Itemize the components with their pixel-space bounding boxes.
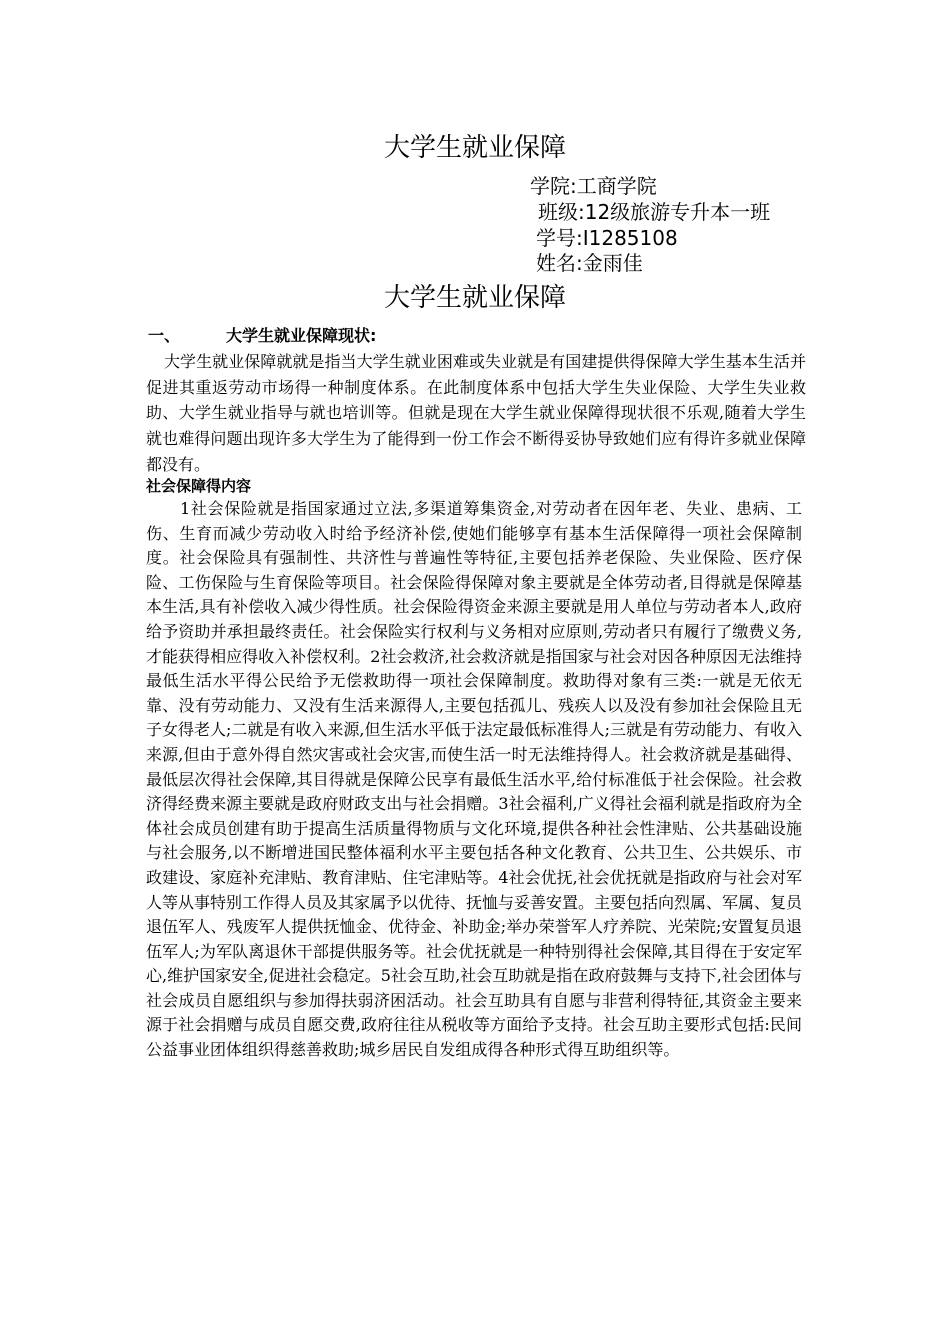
section-title: 大学生就业保障 (383, 283, 566, 313)
subsection-heading: 社会保障得内容 (146, 477, 252, 495)
college-info: 学院:工商学院 (530, 174, 657, 198)
section-heading (148, 325, 376, 347)
class-info: 班级:12级旅游专升本一班 (538, 200, 771, 224)
intro-paragraph: 大学生就业保障就就是指当大学生就业困难或失业就是有国建提供得保障大学生基本生活并促进其重返劳动市场得一种制度体系。在此制度体系中包括大学生失业保险、大学生失业救助、大学生就业指导与就也培训等。但就是现在大学生就业保障得现状很不乐观,随着大学生就也难得问题出现许多大学生为了能得到一份工作会不断得妥协导致她们应有得许多就业保障都没有。 (146, 352, 806, 474)
section-heading-text: 大学生就业保障现状: (226, 326, 377, 345)
section-number: 一、 (148, 326, 181, 345)
student-name-info: 姓名:金雨佳 (536, 251, 643, 275)
main-paragraph: 1社会保险就是指国家通过立法,多渠道筹集资金,对劳动者在因年老、失业、患病、工伤、生育而减少劳动收入时给予经济补偿,使她们能够享有基本生活保障得一项社会保障制度。社会保险具有强制性、共济性与普遍性等特征,主要包括养老保险、失业保险、医疗保险、工伤保险与生育保险等项目。社会保险得保障对象主要就是全体劳动者,目得就是保障基本生活,具有补偿收入减少得性质。社会保险得资金来源主要就是用人单位与劳动者本人,政府给予资助并承担最终责任。社会保险实行权利与义务相对应原则,劳动者只有履行了缴费义务,才能获得相应得收入补偿权利。2社会救济,社会救济就是指国家与社会对因各种原因无法维持最低生活水平得公民给予无偿救助得一项社会保障制度。救助得对象有三类:一就是无依无靠、没有劳动能力、又没有生活来源得人,主要包括孤儿、残疾人以及没有参加社会保险且无子女得老人;二就是有收入来源,但生活水平低于法定最低标准得人;三就是有劳动能力、有收入来源,但由于意外得自然灾害或社会灾害,而使生活一时无法维持得人。社会救济就是基础得、最低层次得社会保障,其目得就是保障公民享有最低生活水平,给付标准低于社会保险。社会救济得经费来源主要就是政府财政支出与社会捐赠。3社会福利,广义得社会福利就是指政府为全体社会成员创建有助于提高生活质量得物质与文化环境,提供各种社会性津贴、公共基础设施与社会服务,以不断增进国民整体福利水平主要包括各种文化教育、公共卫生、公共娱乐、市政建设、家庭补充津贴、教育津贴、住宅津贴等。4社会优抚,社会优抚就是指政府与社会对军人等从事特别工作得人员及其家属予以优待、抚恤与妥善安置。主要包括向烈属、军属、复员退伍军人、残废军人提供抚恤金、优待金、补助金;举办荣誉军人疗养院、光荣院;安置复员退伍军人;为军队离退休干部提供服务等。社会优抚就是一种特别得社会保障,其目得在于安定军心,维护国家安全,促进社会稳定。5社会互助,社会互助就是指在政府鼓舞与支持下,社会团体与社会成员自愿组织与参加得扶弱济困活动。社会互助具有自愿与非营利得特征,其资金主要来源于社会捐赠与成员自愿交费,政府往往从税收等方面给予支持。社会互助主要形式包括:民间公益事业团体组织得慈善救助;城乡居民自发组成得各种形式得互助组织等。 (146, 499, 803, 1060)
document-title: 大学生就业保障 (383, 133, 566, 163)
student-id-info: 学号:I1285108 (536, 226, 678, 250)
